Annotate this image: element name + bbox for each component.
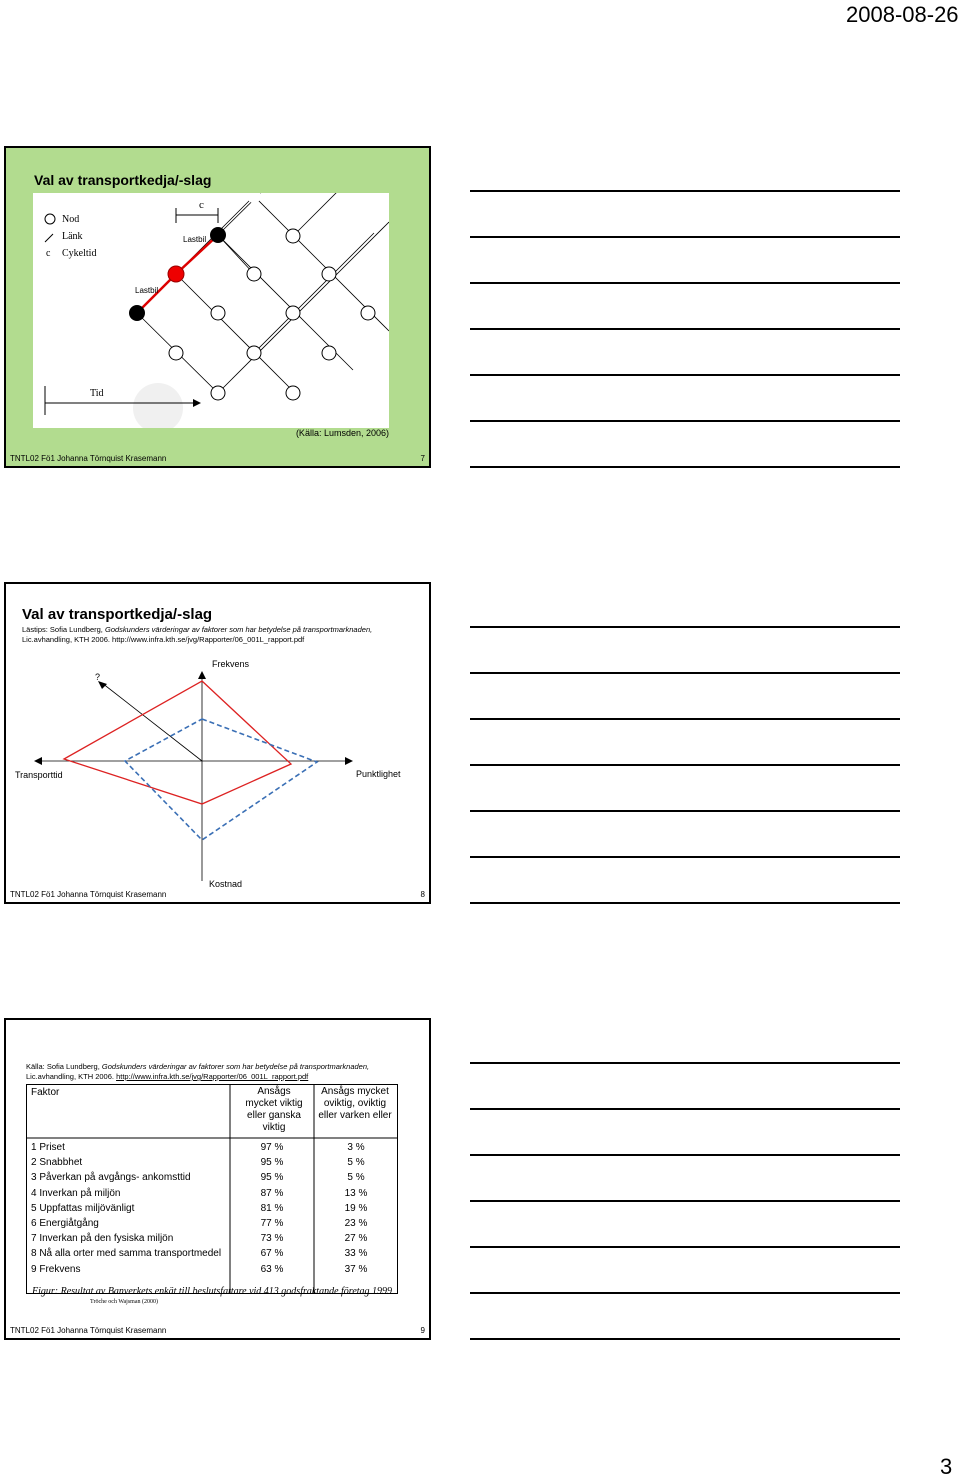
axis-label-frekvens: Frekvens — [212, 659, 250, 669]
table-cell-important: 77 % — [260, 1218, 284, 1229]
slide-number: 7 — [420, 454, 425, 463]
table-cell-factor: 9 Frekvens — [31, 1263, 81, 1275]
table-cell-important: 97 % — [260, 1142, 284, 1153]
col-header-oviktig: Ansågs mycket oviktig, oviktig eller varken eller — [318, 1086, 392, 1121]
slide-number: 8 — [420, 890, 425, 899]
table-cell-factor: 6 Energiåtgång — [31, 1218, 99, 1229]
table-cell-unimportant: 23 % — [344, 1218, 368, 1229]
table-cell-factor: 3 Påverkan på avgångs- ankomsttid — [31, 1172, 191, 1184]
table-cell-factor: 4 Inverkan på miljön — [31, 1187, 121, 1199]
cycle-label: c — [199, 199, 204, 211]
slide-title: Val av transportkedja/-slag — [22, 606, 213, 623]
table-cell-important: 67 % — [260, 1248, 284, 1260]
slide-title: Val av transportkedja/-slag — [34, 172, 212, 188]
table-cell-important: 81 % — [260, 1202, 284, 1214]
radar-diagram — [6, 649, 429, 904]
figure-source: Tröche och Wajsman (2000) — [90, 1299, 159, 1305]
table-cell-factor: 5 Uppfattas miljövänligt — [31, 1202, 135, 1214]
reading-tip: Lästips: Sofia Lundberg, Godskunders värderingar av faktorer som har betydelse på transportmarknaden, Lic.avhandling, KTH 2006. http://www.infra.kth.se/jvg/Rapporter/06_001L_rapport.pdf — [22, 625, 373, 644]
page-number: 3 — [940, 1454, 953, 1479]
table-cell-important: 95 % — [260, 1157, 284, 1169]
slide-footer: TNTL02 Fö1 Johanna Törnquist Krasemann — [10, 1326, 167, 1335]
axis-label-question: ? — [95, 672, 101, 682]
table-cell-factor: 1 Priset — [31, 1142, 65, 1153]
table-cell-unimportant: 13 % — [344, 1187, 368, 1199]
slide-7 — [4, 146, 431, 468]
lastbil-label-left: Lastbil — [135, 286, 159, 295]
note-lines-3 — [470, 1060, 902, 1342]
table-cell-factor: 8 Nå alla orter med samma transportmedel — [31, 1248, 222, 1260]
table-cell-important: 63 % — [260, 1263, 284, 1275]
axis-label-punktlighet: Punktlighet — [356, 769, 401, 779]
slide-footer: TNTL02 Fö1 Johanna Törnquist Krasemann — [10, 454, 167, 463]
legend-node: Nod — [62, 214, 80, 225]
figure-caption: Figur: Resultat av Banverkets enkät till beslutsfattare vid 413 godsfraktande företag 1999 — [32, 1286, 393, 1297]
source-text: Källa: Sofia Lundberg, Godskunders värderingar av faktorer som har betydelse på transportmarknaden, Lic.avhandling, KTH 2006. http://www.infra.kth.se/jvg/Rapporter/06_001L_rapport.pdf — [26, 1062, 370, 1081]
legend-cycle-symbol: c — [46, 248, 51, 259]
table-cell-unimportant: 5 % — [347, 1157, 365, 1169]
table-cell-important: 95 % — [260, 1172, 284, 1184]
table-cell-factor: 7 Inverkan på den fysiska miljön — [31, 1233, 174, 1245]
note-lines-2 — [470, 624, 902, 906]
header-date: 2008-08-26 — [846, 2, 959, 27]
table-cell-unimportant: 19 % — [344, 1202, 368, 1214]
slide-8 — [4, 582, 431, 904]
axis-label-kostnad: Kostnad — [209, 879, 243, 889]
table-cell-factor: 2 Snabbhet — [31, 1157, 83, 1169]
source-text: (Källa: Lumsden, 2006) — [295, 428, 389, 438]
slide-footer: TNTL02 Fö1 Johanna Törnquist Krasemann — [10, 890, 167, 899]
table-cell-unimportant: 37 % — [344, 1263, 368, 1275]
table-cell-unimportant: 3 % — [347, 1142, 365, 1153]
note-lines-1 — [470, 188, 902, 470]
network-diagram — [33, 193, 389, 428]
lastbil-label-top: Lastbil — [183, 235, 207, 244]
node-legend-icon — [45, 214, 55, 224]
legend-link: Länk — [62, 231, 83, 242]
time-axis-label: Tid — [90, 388, 104, 399]
table-cell-important: 73 % — [260, 1233, 284, 1245]
col-header-viktig: Ansågs mycket viktig eller ganska viktig — [245, 1086, 303, 1133]
table-cell-unimportant: 27 % — [344, 1233, 368, 1245]
col-header-faktor: Faktor — [31, 1087, 60, 1098]
table-cell-unimportant: 5 % — [347, 1172, 365, 1184]
axis-label-transporttid: Transporttid — [15, 770, 63, 780]
slide-number: 9 — [420, 1326, 425, 1335]
table-cell-important: 87 % — [260, 1187, 284, 1199]
slide-9 — [4, 1018, 431, 1340]
legend-cycle: Cykeltid — [62, 248, 97, 259]
survey-table — [26, 1084, 398, 1294]
table-cell-unimportant: 33 % — [344, 1248, 368, 1260]
source-link[interactable]: http://www.infra.kth.se/jvg/Rapporter/06_001L_rapport.pdf — [116, 1072, 309, 1081]
